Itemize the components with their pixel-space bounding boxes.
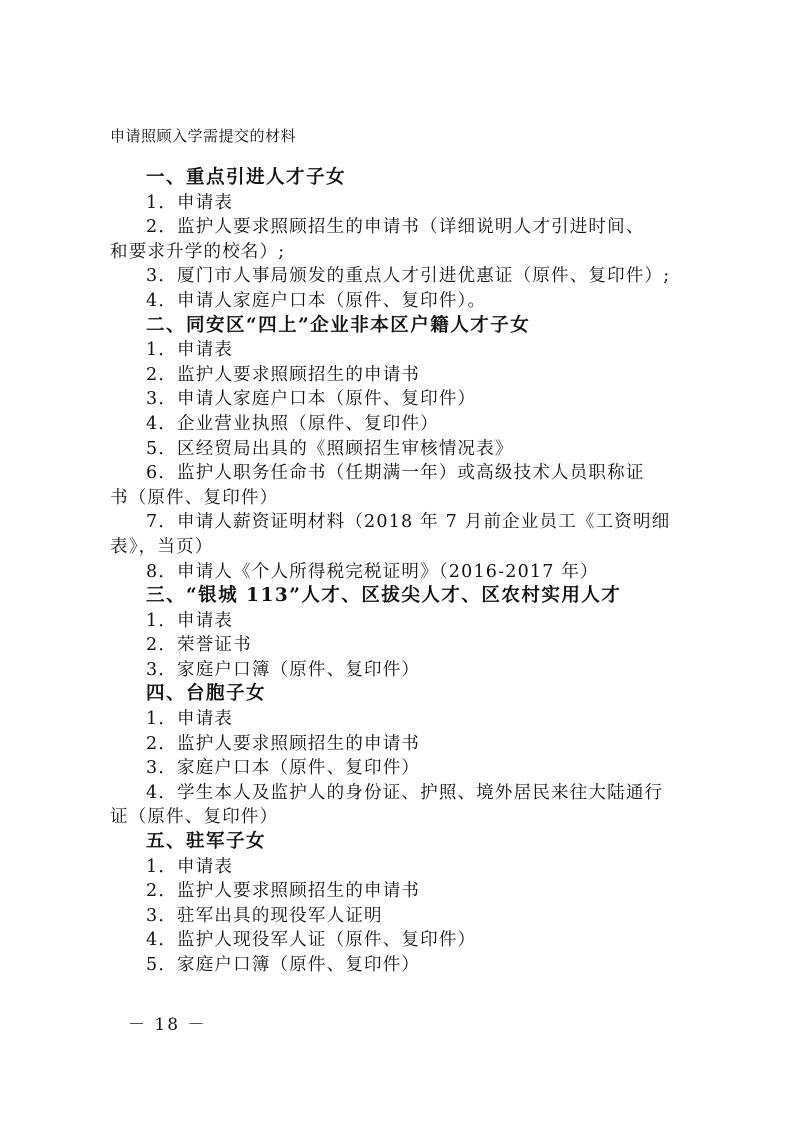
section-heading: 一、重点引进人才子女	[146, 167, 347, 188]
list-item: 4．企业营业执照（原件、复印件）	[146, 413, 439, 434]
section-heading: 五、驻军子女	[146, 831, 267, 853]
list-item: 1．申请表	[146, 709, 234, 730]
list-item: 5．家庭户口簿（原件、复印件）	[146, 955, 421, 975]
list-item: 3．家庭户口簿（原件、复印件）	[146, 659, 421, 680]
list-item: 2．监护人要求照顾招生的申请书（详细说明人才引进时间、	[146, 217, 645, 238]
list-item-continuation: 和要求升学的校名）;	[110, 241, 286, 262]
list-item: 5．区经贸局出具的《照顾招生审核情况表》	[146, 438, 514, 459]
section-heading: 二、同安区“四上”企业非本区户籍人才子女	[146, 314, 531, 336]
list-item: 8．申请人《个人所得税完税证明》（2016-2017 年）	[146, 561, 599, 582]
list-item: 3．驻军出具的现役军人证明	[146, 905, 383, 926]
list-item: 3．厦门市人事局颁发的重点人才引进优惠证（原件、复印件）;	[146, 266, 671, 287]
list-item: 1．申请表	[146, 610, 234, 631]
list-item: 2．监护人要求照顾招生的申请书	[146, 881, 421, 902]
list-item-continuation: 表》，当页）	[110, 536, 214, 557]
list-item: 3．家庭户口本（原件、复印件）	[146, 758, 421, 779]
document-body	[110, 166, 690, 978]
list-item: 2．监护人要求照顾招生的申请书	[146, 364, 421, 385]
list-item: 3．申请人家庭户口本（原件、复印件）	[146, 389, 477, 410]
list-item: 1．申请表	[146, 340, 234, 361]
list-item: 1．申请表	[146, 856, 234, 877]
section-heading: 三、“银城 113”人才、区拔尖人才、区农村实用人才	[146, 585, 622, 607]
page-number: － 18 －	[128, 1015, 207, 1035]
list-item: 4．申请人家庭户口本（原件、复印件）。	[146, 290, 487, 311]
list-item: 7．申请人薪资证明材料（2018 年 7 月前企业员工《工资明细	[146, 512, 671, 533]
document-title: 申请照顾入学需提交的材料	[110, 127, 297, 145]
list-item: 2．监护人要求照顾招生的申请书	[146, 733, 421, 754]
list-item: 6．监护人职务任命书（任期满一年）或高级技术人员职称证	[146, 463, 645, 484]
list-item-continuation: 书（原件、复印件）	[110, 487, 279, 508]
list-item: 4．学生本人及监护人的身份证、护照、境外居民来往大陆通行	[146, 782, 664, 803]
section-heading: 四、台胞子女	[146, 683, 267, 705]
list-item: 1．申请表	[146, 192, 234, 213]
list-item-continuation: 证（原件、复印件）	[110, 807, 279, 828]
list-item: 4．监护人现役军人证（原件、复印件）	[146, 930, 477, 951]
list-item: 2．荣誉证书	[146, 635, 252, 656]
